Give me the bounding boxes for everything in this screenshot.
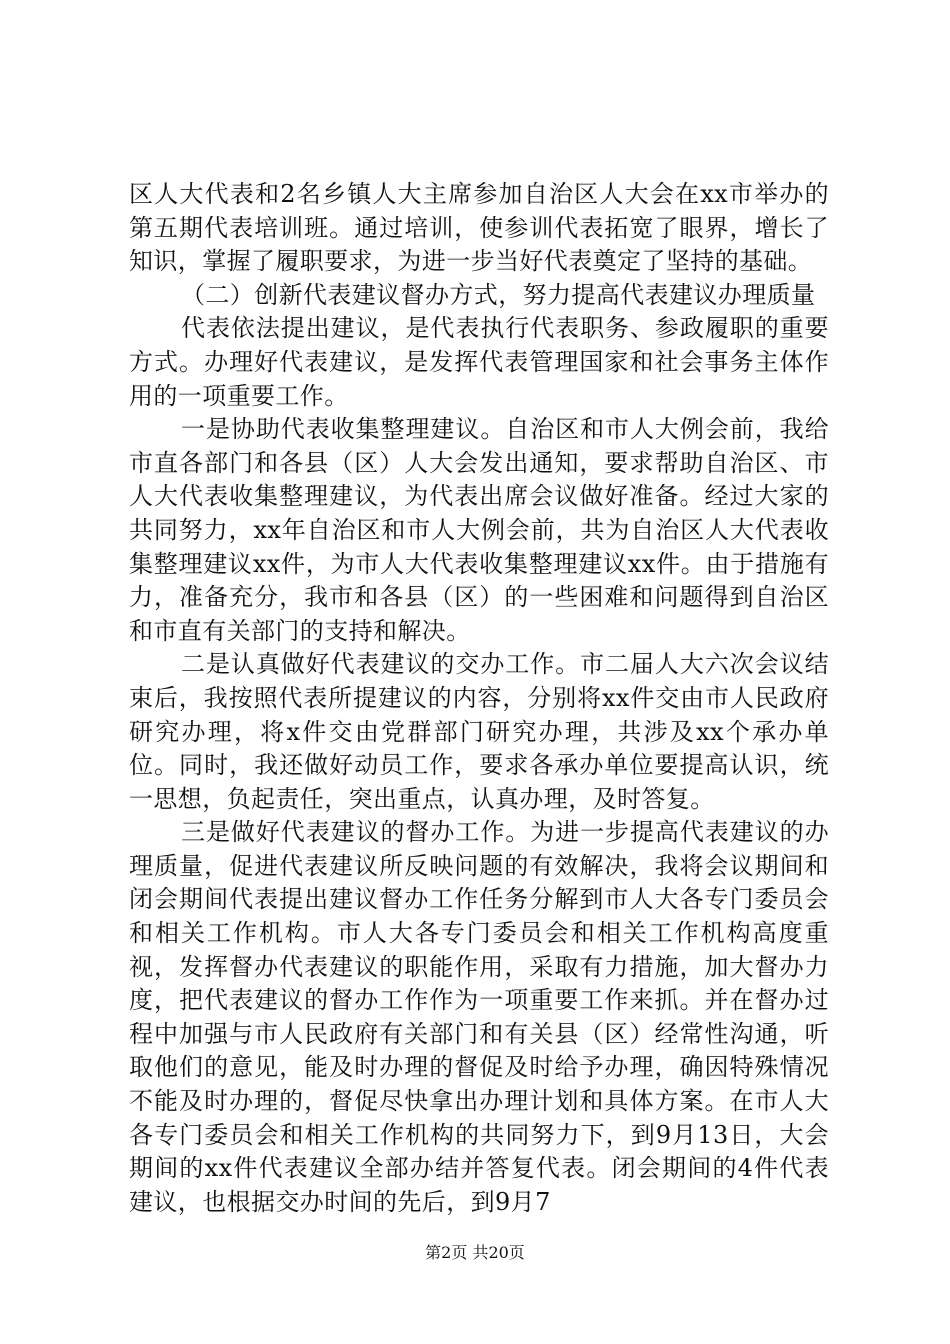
- paragraph-1: 区人大代表和2名乡镇人大主席参加自治区人大会在xx市举办的第五期代表培训班。通过培训，使参训代表拓宽了眼界，增长了知识，掌握了履职要求，为进一步当好代表奠定了坚持的基础。: [129, 180, 829, 276]
- page-number: 第2页 共20页: [425, 1243, 525, 1262]
- paragraph-2-heading: （二）创新代表建议督办方式，努力提高代表建议办理质量: [181, 280, 816, 309]
- paragraph-6: 三是做好代表建议的督办工作。为进一步提高代表建议的办理质量，促进代表建议所反映问题的有效解决，我将会议期间和闭会期间代表提出建议督办工作任务分解到市人大各专门委员会和相关工作机构。市人大各专门委员会和相关工作机构高度重视，发挥督办代表建议的职能作用，采取有力措施，加大督办力度，把代表建议的督办工作作为一项重要工作来抓。并在督办过程中加强与市人民政府有关部门和有关县（区）经常性沟通，听取他们的意见，能及时办理的督促及时给予办理，确因特殊情况不能及时办理的，督促尽快拿出办理计划和具体方案。在市人大各专门委员会和相关工作机构的共同努力下，到9月13日，大会期间的xx件代表建议全部办结并答复代表。闭会期间的4件代表建议，也根据交办时间的先后，到9月7: [129, 818, 829, 1216]
- paragraph-4: 一是协助代表收集整理建议。自治区和市人大例会前，我给市直各部门和各县（区）人大会发出通知，要求帮助自治区、市人大代表收集整理建议，为代表出席会议做好准备。经过大家的共同努力，xx年自治区和市人大例会前，共为自治区人大代表收集整理建议xx件，为市人大代表收集整理建议xx件。由于措施有力，准备充分，我市和各县（区）的一些困难和问题得到自治区和市直有关部门的支持和解决。: [129, 415, 829, 645]
- page-footer: [0, 1243, 950, 1263]
- paragraph-3: 代表依法提出建议，是代表执行代表职务、参政履职的重要方式。办理好代表建议，是发挥代表管理国家和社会事务主体作用的一项重要工作。: [129, 314, 829, 410]
- paragraph-5: 二是认真做好代表建议的交办工作。市二届人大六次会议结束后，我按照代表所提建议的内容，分别将xx件交由市人民政府研究办理，将x件交由党群部门研究办理，共涉及xx个承办单位。同时，我还做好动员工作，要求各承办单位要提高认识，统一思想，负起责任，突出重点，认真办理，及时答复。: [129, 650, 829, 813]
- document-body: [129, 178, 829, 1219]
